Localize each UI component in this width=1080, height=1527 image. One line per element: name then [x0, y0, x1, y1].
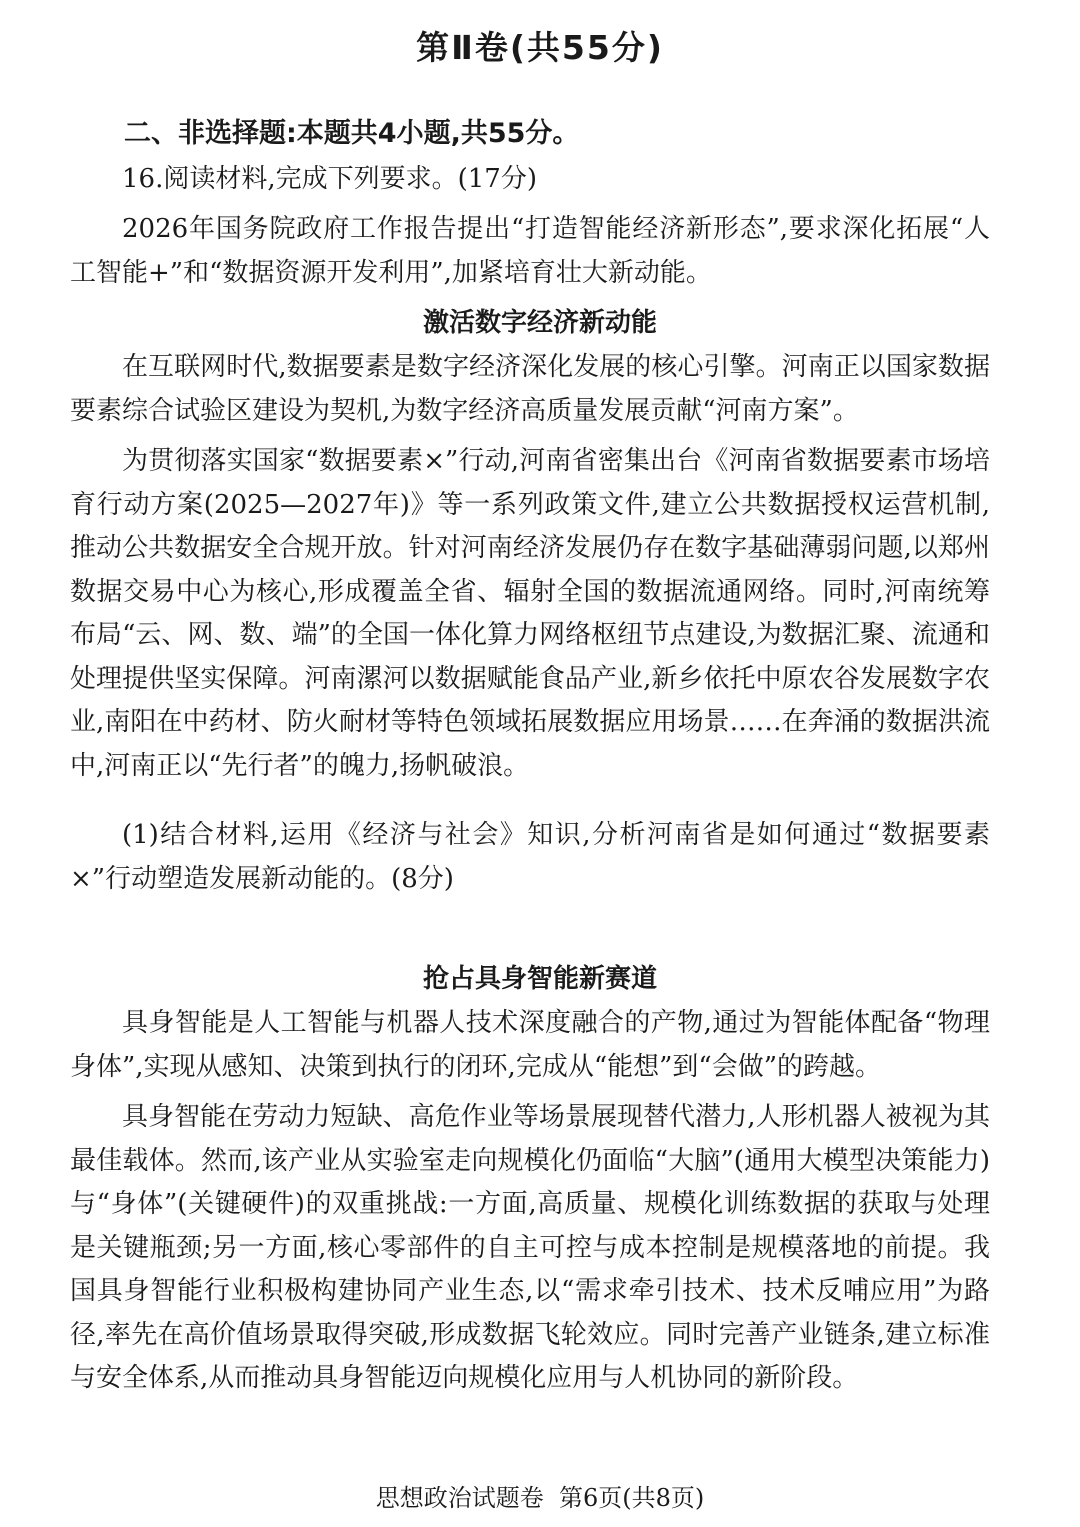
page-footer: 思想政治试题卷 第6页(共8页) [375, 1484, 705, 1512]
material-1-paragraph-2: 为贯彻落实国家“数据要素×”行动,河南省密集出台《河南省数据要素市场培育行动方案(2025—2027年)》等一系列政策文件,建立公共数据授权运营机制,推动公共数据安全合规开放。针对河南经济发展仍存在数字基础薄弱问题,以郑州数据交易中心为核心,形成覆盖全省、辐射全国的数据流通网络。同时,河南统筹布局“云、网、数、端”的全国一体化算力网络枢纽节点建设,为数据汇聚、流通和处理提供坚实保障。河南漯河以数据赋能食品产业,新乡依托中原农谷发展数字农业,南阳在中药材、防火耐材等特色领域拓展数据应用场景……在奔涌的数据洪流中,河南正以“先行者”的魄力,扬帆破浪。 [70, 446, 990, 781]
question-16-sub-1: (1)结合材料,运用《经济与社会》知识,分析河南省是如何通过“数据要素×”行动塑造发展新动能的。(8分) [70, 820, 990, 894]
material-2-paragraph-2: 具身智能在劳动力短缺、高危作业等场景展现替代潜力,人形机器人被视为其最佳载体。然而,该产业从实验室走向规模化仍面临“大脑”(通用大模型决策能力)与“身体”(关键硬件)的双重挑战:一方面,高质量、规模化训练数据的获取与处理是关键瓶颈;另一方面,核心零部件的自主可控与成本控制是规模落地的前提。我国具身智能行业积极构建协同产业生态,以“需求牵引技术、技术反哺应用”为路径,率先在高价值场景取得突破,形成数据飞轮效应。同时完善产业链条,建立标准与安全体系,从而推动具身智能迈向规模化应用与人机协同的新阶段。 [70, 1102, 990, 1393]
section-title: 第Ⅱ卷(共55分) [416, 28, 664, 67]
material-1-title: 激活数字经济新动能 [422, 308, 657, 338]
question-16-prompt: 16.阅读材料,完成下列要求。(17分) [122, 164, 537, 194]
question-16-intro: 2026年国务院政府工作报告提出“打造智能经济新形态”,要求深化拓展“人工智能+”和“数据资源开发利用”,加紧培育壮大新动能。 [70, 214, 990, 288]
material-2-paragraph-1: 具身智能是人工智能与机器人技术深度融合的产物,通过为智能体配备“物理身体”,实现从感知、决策到执行的闭环,完成从“能想”到“会做”的跨越。 [70, 1008, 990, 1082]
material-2-title: 抢占具身智能新赛道 [422, 964, 657, 994]
material-1-paragraph-1: 在互联网时代,数据要素是数字经济深化发展的核心引擎。河南正以国家数据要素综合试验区建设为契机,为数字经济高质量发展贡献“河南方案”。 [70, 352, 990, 426]
part-heading: 二、非选择题:本题共4小题,共55分。 [124, 118, 580, 149]
